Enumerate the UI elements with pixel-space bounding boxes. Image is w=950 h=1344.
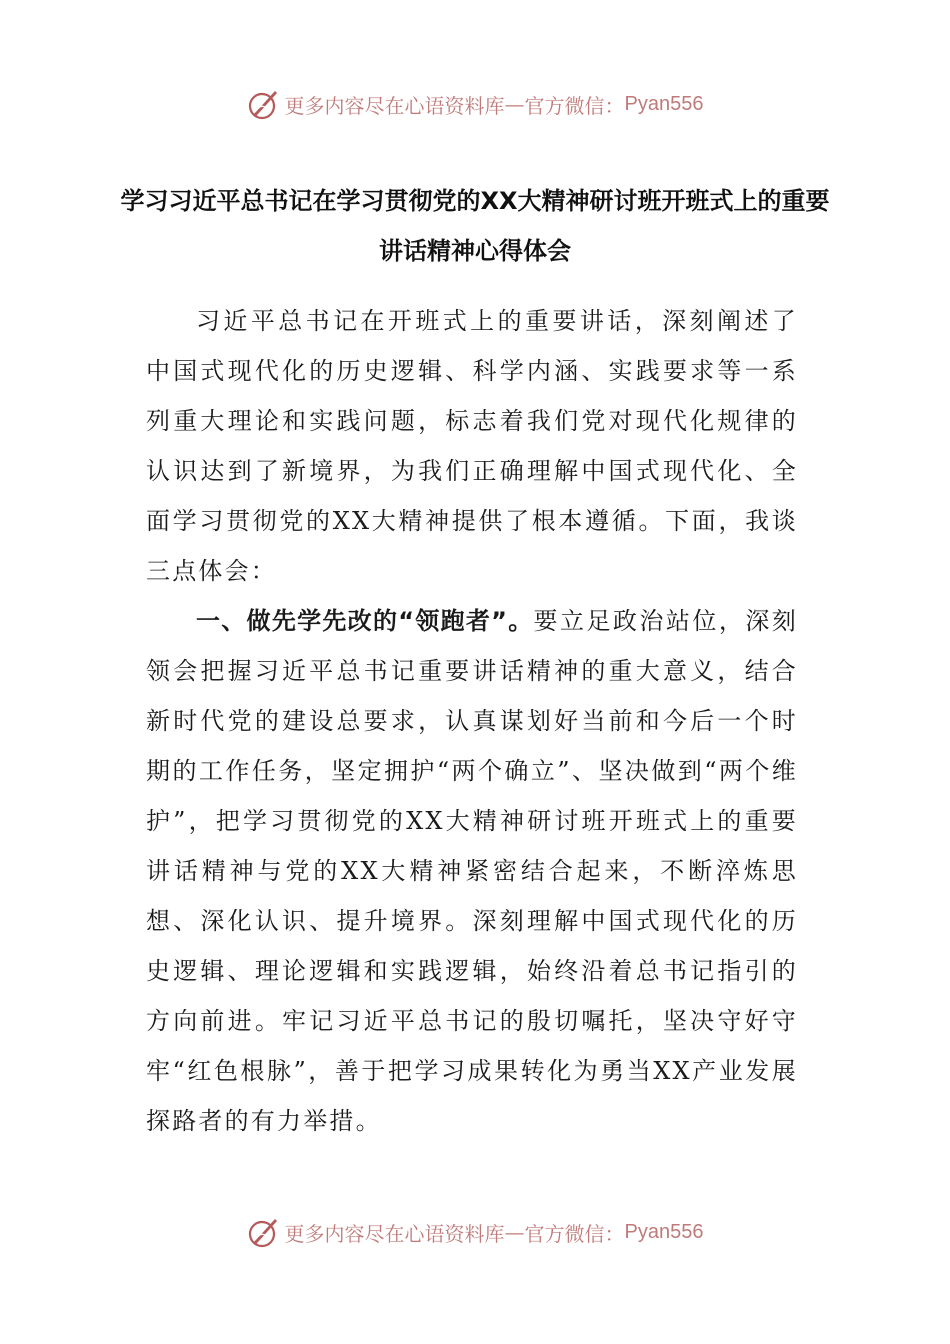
- document-body: [146, 296, 798, 1146]
- watermark-text: 更多内容尽在心语资料库: [284, 93, 505, 118]
- watermark-label: 官方微信：: [524, 1221, 625, 1246]
- section-one-text: 要立足政治站位，深刻领会把握习近平总书记重要讲话精神的重大意义，结合新时代党的建设总要求，认真谋划好当前和今后一个时期的工作任务，坚定拥护“两个确立”、坚决做到“两个维护”，把学习贯彻党的XX大精神研讨班开班式上的重要讲话精神与党的XX大精神紧密结合起来，不断淬炼思想、深化认识、提升境界。深刻理解中国式现代化的历史逻辑、理论逻辑和实践逻辑，始终沿着总书记指引的方向前进。牢记习近平总书记的殷切嘱托，坚决守好守牢“红色根脉”，善于把学习成果转化为勇当XX产业发展探路者的有力举措。: [146, 607, 799, 1135]
- section-one-heading: 一、做先学先改的“领跑者”。: [196, 607, 534, 635]
- footer-watermark: [0, 1212, 950, 1252]
- document-title: 学习习近平总书记在学习贯彻党的XX大精神研讨班开班式上的重要讲话精神心得体会: [120, 187, 830, 265]
- watermark-label: 官方微信：: [524, 93, 625, 118]
- watermark-separator: —: [504, 92, 525, 116]
- quill-pen-circle-icon: [247, 1215, 281, 1249]
- paragraph-section-one: [146, 596, 798, 1146]
- watermark-id: Pyan556: [624, 92, 704, 115]
- watermark-text: 更多内容尽在心语资料库: [284, 1221, 505, 1246]
- watermark-id: Pyan556: [624, 1220, 704, 1243]
- paragraph-intro: [146, 296, 798, 596]
- quill-pen-circle-icon: [247, 87, 281, 121]
- watermark-separator: —: [504, 1220, 525, 1244]
- header-watermark: [0, 84, 950, 124]
- paragraph-intro-text: 习近平总书记在开班式上的重要讲话，深刻阐述了中国式现代化的历史逻辑、科学内涵、实践要求等一系列重大理论和实践问题，标志着我们党对现代化规律的认识达到了新境界，为我们正确理解中国式现代化、全面学习贯彻党的XX大精神提供了根本遵循。下面，我谈三点体会：: [146, 307, 798, 585]
